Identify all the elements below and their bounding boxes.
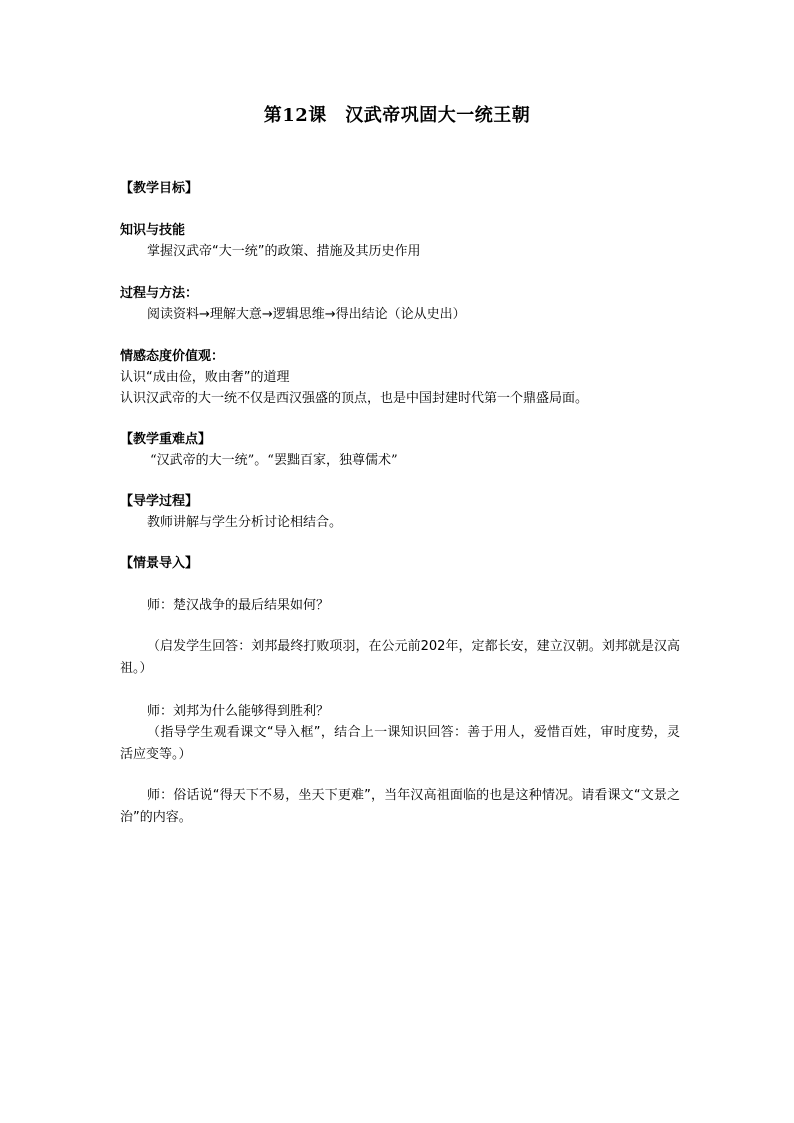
- emotion-text-2: 认识汉武帝的大一统不仅是西汉强盛的顶点，也是中国封建时代第一个鼎盛局面。: [120, 391, 589, 406]
- knowledge-text: 掌握汉武帝“大一统”的政策、措施及其历史作用: [147, 244, 421, 259]
- guide-text: 教师讲解与学生分析讨论相结合。: [147, 515, 343, 530]
- dialog-answer-2: （指导学生观看课文“导入框”，结合上一课知识回答：善于用人，爱惜百姓，审时度势，灵活应变等。）: [120, 725, 680, 762]
- dialog-question-2: 师：刘邦为什么能够得到胜利？: [147, 704, 330, 719]
- emotion-heading: 情感态度价值观：: [120, 349, 225, 364]
- process-heading: 过程与方法：: [120, 286, 199, 301]
- emotion-text-1: 认识“成由俭，败由奢”的道理: [120, 370, 290, 385]
- page-title: 第12课 汉武帝巩固大一统王朝: [263, 105, 531, 126]
- dialog-question-1: 师：楚汉战争的最后结果如何？: [147, 598, 330, 613]
- guide-heading: 【导学过程】: [120, 494, 199, 509]
- knowledge-heading: 知识与技能: [120, 223, 186, 238]
- key-points-text: “汉武帝的大一统”。“罢黜百家，独尊儒术”: [150, 453, 398, 468]
- dialog-answer-1: （启发学生回答：刘邦最终打败项羽，在公元前202年，定都长安，建立汉朝。刘邦就是汉高祖。）: [120, 639, 680, 676]
- scene-heading: 【情景导入】: [120, 556, 199, 571]
- objectives-heading: 【教学目标】: [120, 181, 199, 196]
- process-text: 阅读资料→理解大意→逻辑思维→得出结论（论从史出）: [147, 307, 466, 322]
- dialog-statement: 师：俗话说“得天下不易，坐天下更难”，当年汉高祖面临的也是这种情况。请看课文“文景之治”的内容。: [120, 788, 680, 825]
- key-points-heading: 【教学重难点】: [120, 432, 212, 447]
